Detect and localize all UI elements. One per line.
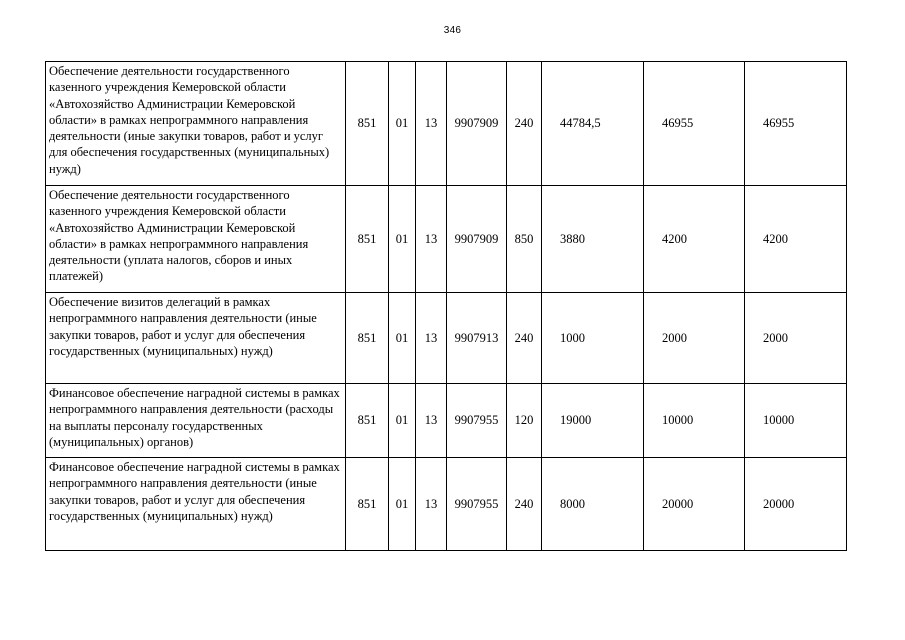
amount-year-2: 2000: [644, 293, 745, 384]
amount-year-3: 4200: [745, 186, 847, 293]
amount-year-1: 44784,5: [542, 62, 644, 186]
expense-type-code: 240: [507, 458, 542, 551]
row-description: Обеспечение деятельности государственного казенного учреждения Кемеровской области «Автохозяйство Администрации Кемеровской области» в рамках непрограммного направления деятельности (уплата налогов, сборов и иных платежей): [46, 186, 346, 293]
target-article-code: 9907955: [447, 458, 507, 551]
subsection-code: 13: [416, 458, 447, 551]
row-description: Финансовое обеспечение наградной системы в рамках непрограммного направления деятельности (иные закупки товаров, работ и услуг для обеспечения государственных (муниципальных) нужд): [46, 458, 346, 551]
amount-year-3: 10000: [745, 384, 847, 458]
ministry-code: 851: [346, 186, 389, 293]
page-number: 346: [443, 25, 462, 36]
amount-year-2: 4200: [644, 186, 745, 293]
amount-year-1: 3880: [542, 186, 644, 293]
amount-year-1: 1000: [542, 293, 644, 384]
amount-year-1: 19000: [542, 384, 644, 458]
target-article-code: 9907955: [447, 384, 507, 458]
target-article-code: 9907909: [447, 62, 507, 186]
amount-year-2: 10000: [644, 384, 745, 458]
table-row: [46, 458, 847, 551]
ministry-code: 851: [346, 293, 389, 384]
budget-table: [45, 61, 847, 551]
expense-type-code: 240: [507, 62, 542, 186]
section-code: 01: [389, 458, 416, 551]
section-code: 01: [389, 186, 416, 293]
target-article-code: 9907909: [447, 186, 507, 293]
expense-type-code: 240: [507, 293, 542, 384]
amount-year-1: 8000: [542, 458, 644, 551]
amount-year-2: 20000: [644, 458, 745, 551]
subsection-code: 13: [416, 62, 447, 186]
expense-type-code: 120: [507, 384, 542, 458]
amount-year-2: 46955: [644, 62, 745, 186]
row-description: Обеспечение визитов делегаций в рамках непрограммного направления деятельности (иные закупки товаров, работ и услуг для обеспечения государственных (муниципальных) нужд): [46, 293, 346, 384]
table-row: [46, 384, 847, 458]
amount-year-3: 46955: [745, 62, 847, 186]
target-article-code: 9907913: [447, 293, 507, 384]
ministry-code: 851: [346, 384, 389, 458]
table-row: [46, 186, 847, 293]
subsection-code: 13: [416, 186, 447, 293]
table-row: [46, 293, 847, 384]
table-row: [46, 62, 847, 186]
section-code: 01: [389, 384, 416, 458]
subsection-code: 13: [416, 384, 447, 458]
ministry-code: 851: [346, 62, 389, 186]
section-code: 01: [389, 293, 416, 384]
row-description: Финансовое обеспечение наградной системы в рамках непрограммного направления деятельности (расходы на выплаты персоналу государственных (муниципальных) органов): [46, 384, 346, 458]
section-code: 01: [389, 62, 416, 186]
row-description: Обеспечение деятельности государственного казенного учреждения Кемеровской области «Автохозяйство Администрации Кемеровской области» в рамках непрограммного направления деятельности (иные закупки товаров, работ и услуг для обеспечения государственных (муниципальных) нужд): [46, 62, 346, 186]
amount-year-3: 20000: [745, 458, 847, 551]
subsection-code: 13: [416, 293, 447, 384]
amount-year-3: 2000: [745, 293, 847, 384]
expense-type-code: 850: [507, 186, 542, 293]
ministry-code: 851: [346, 458, 389, 551]
